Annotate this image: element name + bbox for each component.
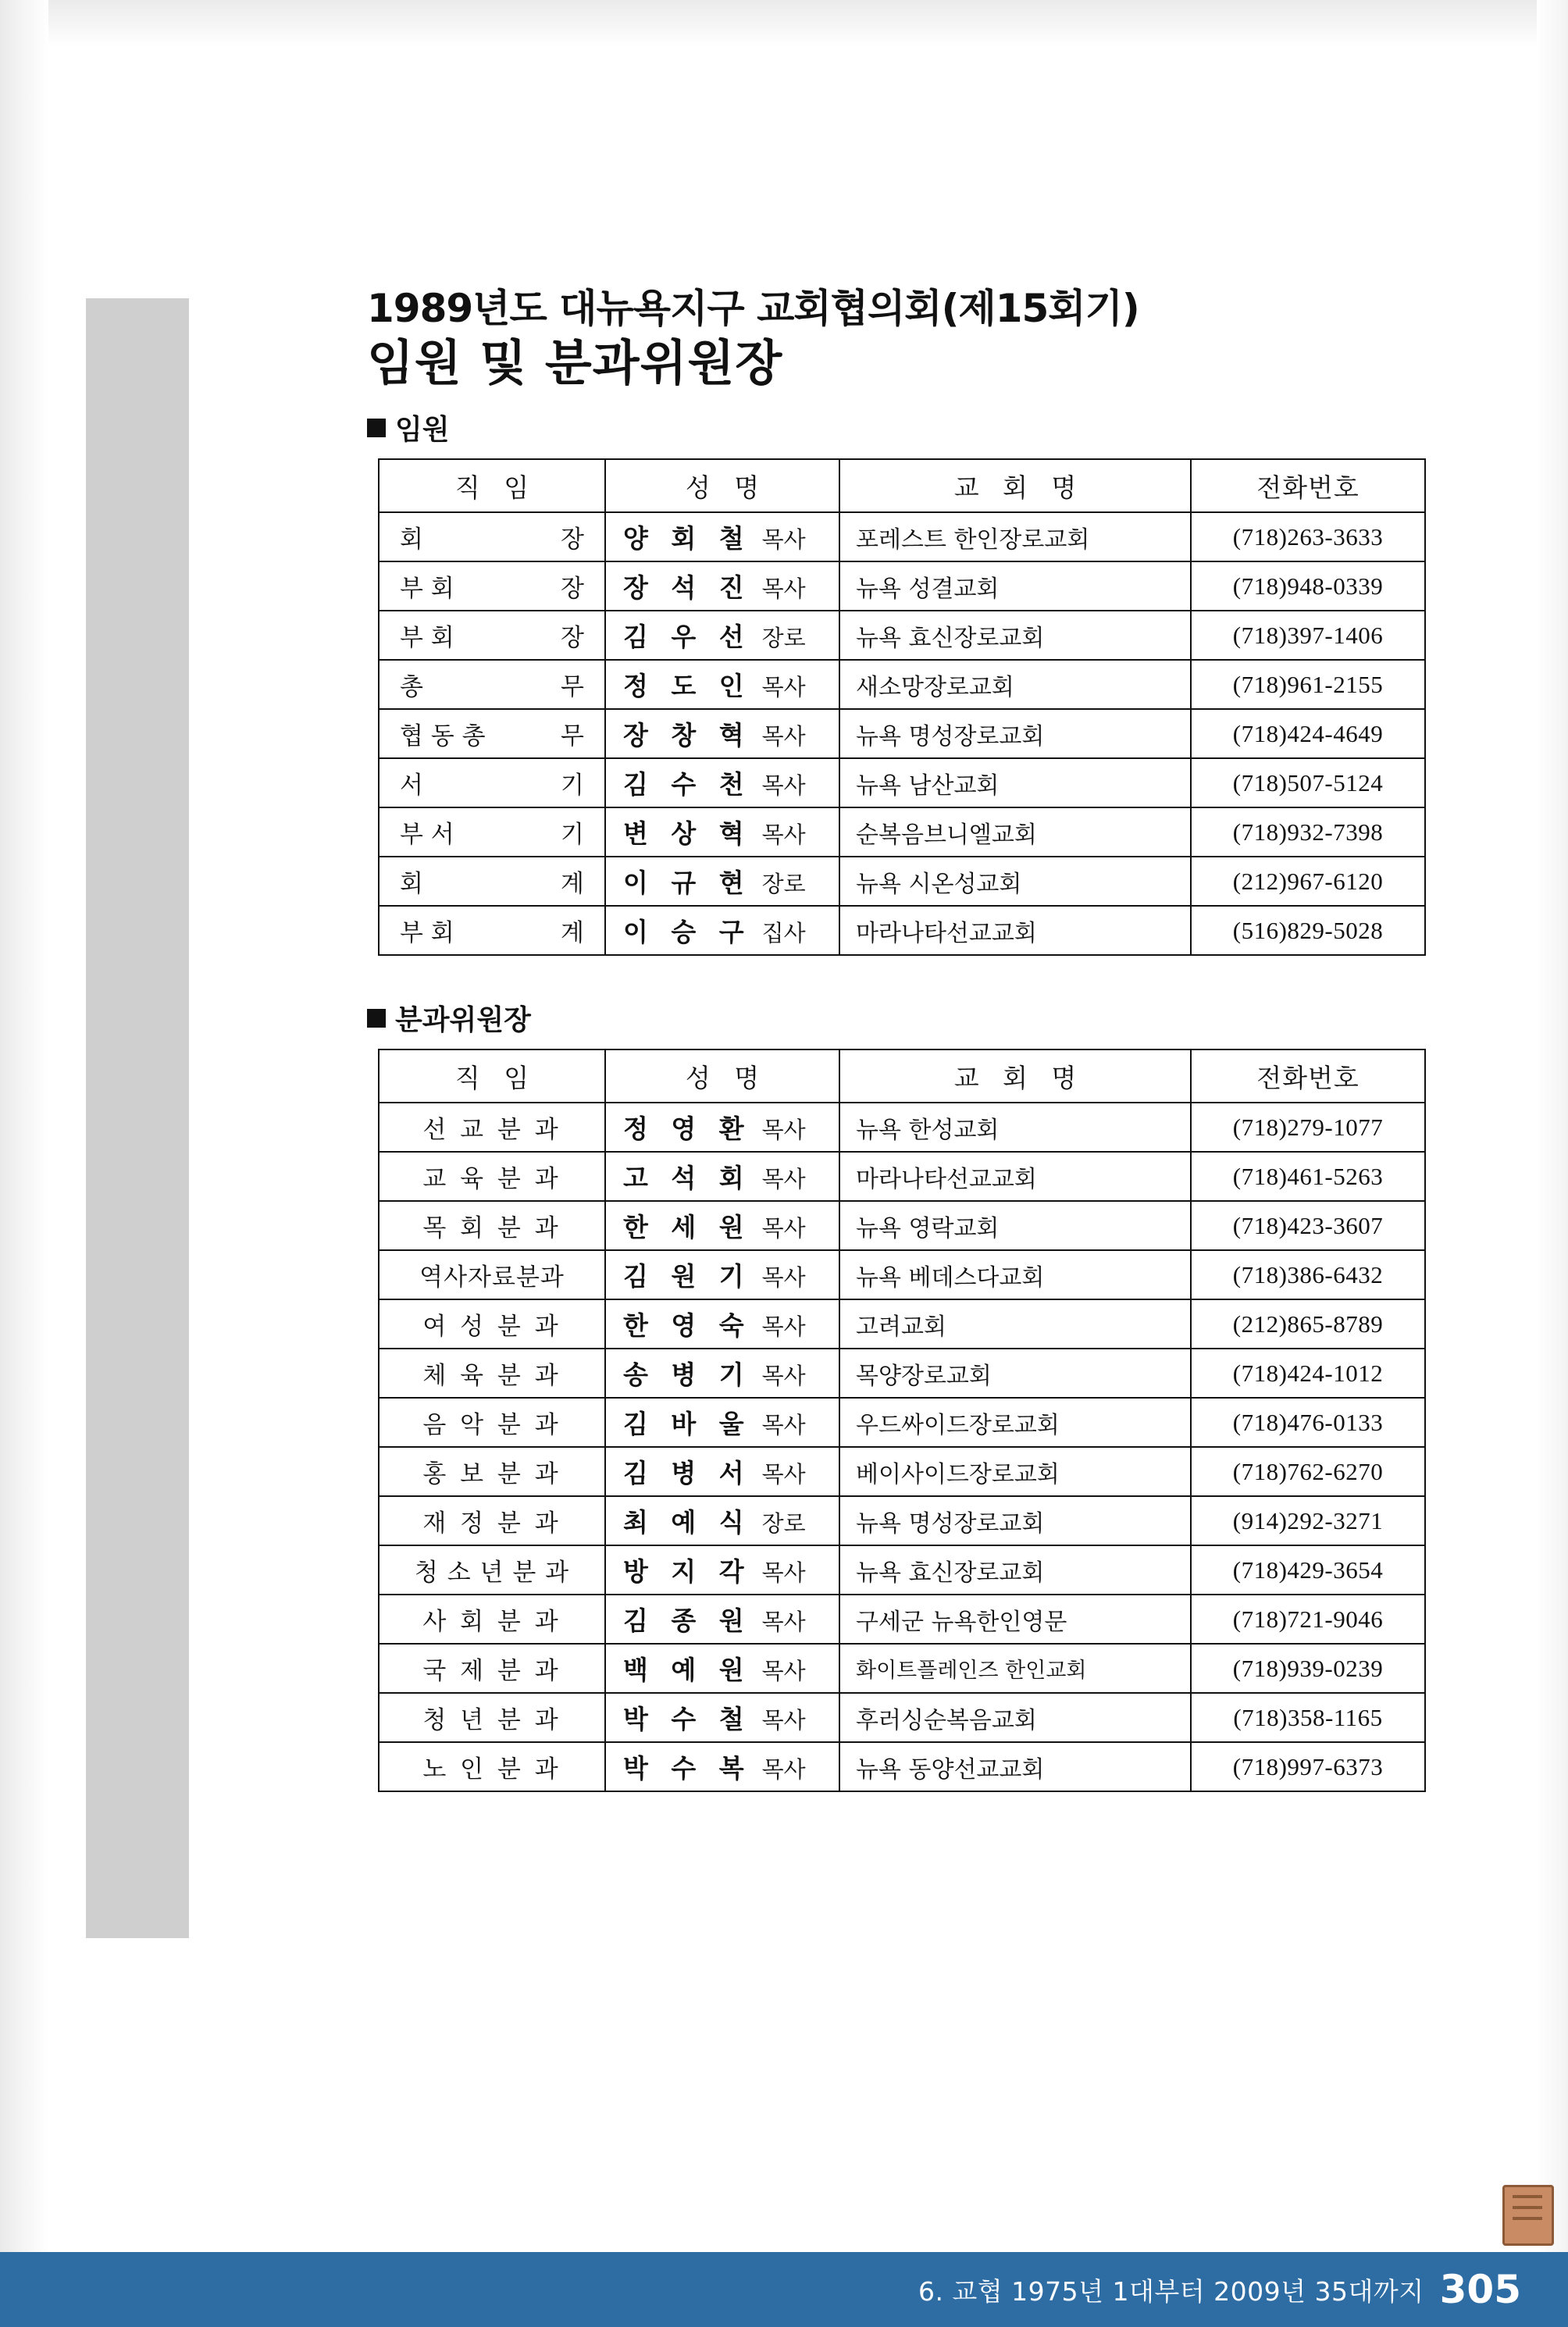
church-name: 우드싸이드장로교회 bbox=[856, 1411, 1060, 1439]
column-header-church: 교 회 명 bbox=[839, 1049, 1191, 1103]
position-right: 계 bbox=[561, 870, 584, 898]
person-title-suffix: 목사 bbox=[761, 674, 806, 700]
person-title-suffix: 목사 bbox=[761, 723, 806, 750]
church-name: 구세군 뉴욕한인영문 bbox=[856, 1608, 1067, 1636]
cell-name bbox=[605, 561, 839, 611]
cell-name bbox=[605, 1152, 839, 1201]
cell-name bbox=[605, 1693, 839, 1742]
cell-position bbox=[379, 1103, 605, 1152]
church-name: 뉴욕 한성교회 bbox=[856, 1116, 1000, 1144]
phone-number: (718)762-6270 bbox=[1232, 1457, 1384, 1485]
church-name: 목양장로교회 bbox=[856, 1362, 992, 1390]
person-title-suffix: 목사 bbox=[761, 1412, 806, 1438]
committee-name: 노 인 분 과 bbox=[422, 1755, 561, 1784]
cell-phone bbox=[1191, 1103, 1425, 1152]
phone-number: (914)292-3271 bbox=[1232, 1506, 1384, 1534]
cell-church bbox=[839, 1152, 1191, 1201]
person-name: 김 수 천 bbox=[623, 769, 751, 800]
position-right: 기 bbox=[561, 772, 584, 800]
church-name: 포레스트 한인장로교회 bbox=[856, 526, 1090, 554]
cell-position bbox=[379, 1152, 605, 1201]
cell-church bbox=[839, 758, 1191, 807]
person-title-suffix: 목사 bbox=[761, 526, 806, 553]
table-header-row bbox=[379, 459, 1425, 512]
person-name: 정 영 환 bbox=[623, 1114, 751, 1144]
person-title-suffix: 장로 bbox=[761, 871, 806, 897]
page-title-line2: 임원 및 분과위원장 bbox=[367, 334, 783, 391]
cell-phone bbox=[1191, 857, 1425, 906]
page-number: 305 bbox=[1439, 2267, 1521, 2312]
phone-number: (718)476-0133 bbox=[1232, 1408, 1384, 1436]
committee-name: 교 육 분 과 bbox=[422, 1165, 561, 1193]
church-name: 뉴욕 동양선교교회 bbox=[856, 1755, 1045, 1784]
person-name: 이 승 구 bbox=[623, 917, 751, 947]
person-title-suffix: 목사 bbox=[761, 576, 806, 602]
cell-church bbox=[839, 1349, 1191, 1398]
committee-name: 사 회 분 과 bbox=[422, 1608, 561, 1636]
table-row bbox=[379, 1201, 1425, 1250]
cell-phone bbox=[1191, 1152, 1425, 1201]
position-right: 무 bbox=[561, 722, 584, 750]
person-name: 변 상 혁 bbox=[623, 818, 751, 849]
cell-church bbox=[839, 1693, 1191, 1742]
phone-number: (718)507-5124 bbox=[1232, 768, 1384, 796]
table-row bbox=[379, 857, 1425, 906]
cell-church bbox=[839, 906, 1191, 955]
church-name: 순복음브니엘교회 bbox=[856, 821, 1037, 849]
cell-position bbox=[379, 1595, 605, 1644]
phone-number: (718)461-5263 bbox=[1232, 1162, 1384, 1190]
cell-church bbox=[839, 512, 1191, 561]
table-row bbox=[379, 1545, 1425, 1595]
position-left: 협 동 총 bbox=[400, 722, 486, 750]
position-left: 부 회 bbox=[400, 624, 454, 652]
position-left: 부 회 bbox=[400, 919, 454, 947]
cell-phone bbox=[1191, 709, 1425, 758]
phone-number: (212)967-6120 bbox=[1232, 867, 1384, 895]
person-name: 김 원 기 bbox=[623, 1261, 751, 1292]
phone-number: (718)263-3633 bbox=[1232, 522, 1384, 551]
cell-church bbox=[839, 1595, 1191, 1644]
officers-table bbox=[378, 458, 1426, 956]
table-row bbox=[379, 906, 1425, 955]
cell-church bbox=[839, 1398, 1191, 1447]
person-title-suffix: 장로 bbox=[761, 625, 806, 651]
cell-phone bbox=[1191, 1398, 1425, 1447]
cell-name bbox=[605, 1742, 839, 1791]
cell-phone bbox=[1191, 1299, 1425, 1349]
page-edge-right bbox=[1537, 0, 1568, 2327]
cell-position bbox=[379, 1349, 605, 1398]
cell-church bbox=[839, 1250, 1191, 1299]
person-title-suffix: 집사 bbox=[761, 920, 806, 946]
column-header-position: 직 임 bbox=[379, 459, 605, 512]
cell-church bbox=[839, 709, 1191, 758]
cell-church bbox=[839, 807, 1191, 857]
phone-number: (718)429-3654 bbox=[1232, 1555, 1384, 1584]
phone-number: (718)424-1012 bbox=[1232, 1359, 1384, 1387]
cell-name bbox=[605, 1349, 839, 1398]
cell-name bbox=[605, 611, 839, 660]
cell-church bbox=[839, 1201, 1191, 1250]
position-right: 계 bbox=[561, 919, 584, 947]
cell-name bbox=[605, 1250, 839, 1299]
column-header-position: 직 임 bbox=[379, 1049, 605, 1103]
person-title-suffix: 목사 bbox=[761, 1117, 806, 1143]
table-row bbox=[379, 561, 1425, 611]
committee-name: 목 회 분 과 bbox=[422, 1214, 561, 1242]
bookmark-tab-icon bbox=[1502, 2185, 1554, 2246]
committee-name: 국 제 분 과 bbox=[422, 1657, 561, 1685]
cell-phone bbox=[1191, 1595, 1425, 1644]
position-right: 장 bbox=[561, 526, 584, 554]
cell-phone bbox=[1191, 1742, 1425, 1791]
cell-phone bbox=[1191, 1545, 1425, 1595]
page-footer bbox=[0, 2252, 1568, 2327]
cell-name bbox=[605, 1201, 839, 1250]
phone-number: (718)397-1406 bbox=[1232, 621, 1384, 649]
church-name: 뉴욕 남산교회 bbox=[856, 772, 1000, 800]
section-heading-officers bbox=[367, 408, 1484, 447]
person-title-suffix: 목사 bbox=[761, 1363, 806, 1389]
position-left: 부 서 bbox=[400, 821, 454, 849]
position-left: 부 회 bbox=[400, 575, 454, 603]
church-name: 뉴욕 성결교회 bbox=[856, 575, 1000, 603]
person-name: 김 바 울 bbox=[623, 1409, 751, 1439]
document-content bbox=[367, 286, 1484, 1792]
cell-position bbox=[379, 1693, 605, 1742]
table-row bbox=[379, 1496, 1425, 1545]
church-name: 뉴욕 영락교회 bbox=[856, 1214, 1000, 1242]
cell-phone bbox=[1191, 1201, 1425, 1250]
cell-position bbox=[379, 807, 605, 857]
cell-name bbox=[605, 1299, 839, 1349]
person-name: 김 종 원 bbox=[623, 1605, 751, 1636]
cell-phone bbox=[1191, 1496, 1425, 1545]
cell-church bbox=[839, 611, 1191, 660]
person-name: 장 창 혁 bbox=[623, 720, 751, 750]
table-row bbox=[379, 1299, 1425, 1349]
cell-position bbox=[379, 709, 605, 758]
section-heading-committee-chairs bbox=[367, 998, 1484, 1038]
cell-name bbox=[605, 807, 839, 857]
cell-church bbox=[839, 561, 1191, 611]
table-row bbox=[379, 807, 1425, 857]
cell-position bbox=[379, 1545, 605, 1595]
church-name: 새소망장로교회 bbox=[856, 673, 1014, 701]
phone-number: (516)829-5028 bbox=[1232, 916, 1384, 944]
position-left: 회 bbox=[400, 526, 423, 554]
position-right: 기 bbox=[561, 821, 584, 849]
cell-church bbox=[839, 1742, 1191, 1791]
phone-number: (718)423-3607 bbox=[1232, 1211, 1384, 1239]
cell-church bbox=[839, 1496, 1191, 1545]
cell-phone bbox=[1191, 611, 1425, 660]
church-name: 뉴욕 효신장로교회 bbox=[856, 624, 1045, 652]
person-name: 송 병 기 bbox=[623, 1359, 751, 1390]
cell-name bbox=[605, 906, 839, 955]
cell-phone bbox=[1191, 1693, 1425, 1742]
table-header-row bbox=[379, 1049, 1425, 1103]
cell-name bbox=[605, 512, 839, 561]
person-name: 박 수 철 bbox=[623, 1704, 751, 1734]
phone-number: (718)932-7398 bbox=[1232, 818, 1384, 846]
person-title-suffix: 목사 bbox=[761, 1264, 806, 1291]
cell-church bbox=[839, 1644, 1191, 1693]
church-name: 뉴욕 명성장로교회 bbox=[856, 722, 1045, 750]
cell-church bbox=[839, 857, 1191, 906]
cell-name bbox=[605, 709, 839, 758]
cell-name bbox=[605, 660, 839, 709]
cell-name bbox=[605, 857, 839, 906]
phone-number: (718)386-6432 bbox=[1232, 1260, 1384, 1288]
cell-name bbox=[605, 1398, 839, 1447]
column-header-phone: 전화번호 bbox=[1191, 1049, 1425, 1103]
position-right: 장 bbox=[561, 575, 584, 603]
committee-name: 청 소 년 분 과 bbox=[414, 1559, 570, 1587]
phone-number: (718)997-6373 bbox=[1232, 1752, 1384, 1780]
decorative-grey-band bbox=[86, 298, 189, 1938]
phone-number: (718)424-4649 bbox=[1232, 719, 1384, 747]
committee-name: 여 성 분 과 bbox=[422, 1313, 561, 1341]
cell-name bbox=[605, 1644, 839, 1693]
person-title-suffix: 목사 bbox=[761, 1559, 806, 1586]
cell-position bbox=[379, 1250, 605, 1299]
church-name: 뉴욕 시온성교회 bbox=[856, 870, 1022, 898]
cell-position bbox=[379, 1496, 605, 1545]
person-title-suffix: 목사 bbox=[761, 772, 806, 799]
cell-position bbox=[379, 561, 605, 611]
church-name: 마라나타선교교회 bbox=[856, 1165, 1037, 1193]
church-name: 뉴욕 베데스다교회 bbox=[856, 1263, 1045, 1292]
committee-name: 홍 보 분 과 bbox=[422, 1460, 561, 1488]
phone-number: (718)279-1077 bbox=[1232, 1113, 1384, 1141]
person-title-suffix: 목사 bbox=[761, 1658, 806, 1684]
person-title-suffix: 목사 bbox=[761, 1707, 806, 1734]
person-title-suffix: 목사 bbox=[761, 821, 806, 848]
committee-name: 청 년 분 과 bbox=[422, 1706, 561, 1734]
footer-chapter-label: 6. 교협 1975년 1대부터 2009년 35대까지 bbox=[918, 2275, 1424, 2307]
cell-phone bbox=[1191, 1349, 1425, 1398]
cell-phone bbox=[1191, 906, 1425, 955]
committee-name: 선 교 분 과 bbox=[422, 1116, 561, 1144]
cell-position bbox=[379, 758, 605, 807]
committee-name: 역사자료분과 bbox=[419, 1263, 565, 1292]
church-name: 고려교회 bbox=[856, 1313, 946, 1341]
column-header-church: 교 회 명 bbox=[839, 459, 1191, 512]
person-title-suffix: 목사 bbox=[761, 1166, 806, 1192]
person-name: 양 회 철 bbox=[623, 523, 751, 554]
table-row bbox=[379, 1693, 1425, 1742]
person-name: 백 예 원 bbox=[623, 1655, 751, 1685]
person-title-suffix: 목사 bbox=[761, 1313, 806, 1340]
committee-name: 음 악 분 과 bbox=[422, 1411, 561, 1439]
cell-phone bbox=[1191, 660, 1425, 709]
cell-position bbox=[379, 611, 605, 660]
cell-position bbox=[379, 906, 605, 955]
person-title-suffix: 목사 bbox=[761, 1215, 806, 1242]
cell-church bbox=[839, 1299, 1191, 1349]
cell-name bbox=[605, 1496, 839, 1545]
cell-phone bbox=[1191, 512, 1425, 561]
church-name: 후러싱순복음교회 bbox=[856, 1706, 1037, 1734]
phone-number: (718)358-1165 bbox=[1233, 1703, 1383, 1731]
cell-phone bbox=[1191, 561, 1425, 611]
page-edge-top bbox=[0, 0, 1568, 47]
cell-church bbox=[839, 1447, 1191, 1496]
phone-number: (718)961-2155 bbox=[1232, 670, 1384, 698]
column-header-phone: 전화번호 bbox=[1191, 459, 1425, 512]
person-name: 한 영 숙 bbox=[623, 1310, 751, 1341]
church-name: 뉴욕 효신장로교회 bbox=[856, 1559, 1045, 1587]
cell-name bbox=[605, 1545, 839, 1595]
table-row bbox=[379, 1349, 1425, 1398]
position-right: 장 bbox=[561, 624, 584, 652]
square-bullet-icon bbox=[367, 419, 386, 437]
cell-name bbox=[605, 758, 839, 807]
person-name: 장 석 진 bbox=[623, 572, 751, 603]
cell-name bbox=[605, 1447, 839, 1496]
table-row bbox=[379, 1595, 1425, 1644]
table-row bbox=[379, 758, 1425, 807]
position-left: 서 bbox=[400, 772, 423, 800]
table-row bbox=[379, 1644, 1425, 1693]
person-title-suffix: 목사 bbox=[761, 1756, 806, 1783]
cell-position bbox=[379, 660, 605, 709]
committee-name: 재 정 분 과 bbox=[422, 1509, 561, 1538]
cell-position bbox=[379, 512, 605, 561]
person-name: 고 석 회 bbox=[623, 1163, 751, 1193]
phone-number: (718)721-9046 bbox=[1232, 1605, 1384, 1633]
cell-position bbox=[379, 857, 605, 906]
position-left: 총 bbox=[400, 673, 423, 701]
column-header-name: 성 명 bbox=[605, 459, 839, 512]
cell-position bbox=[379, 1447, 605, 1496]
section-label-committee-chairs: 분과위원장 bbox=[395, 1004, 531, 1036]
table-row bbox=[379, 611, 1425, 660]
position-left: 회 bbox=[400, 870, 423, 898]
cell-position bbox=[379, 1398, 605, 1447]
person-name: 이 규 현 bbox=[623, 868, 751, 898]
cell-phone bbox=[1191, 807, 1425, 857]
cell-phone bbox=[1191, 1250, 1425, 1299]
person-name: 박 수 복 bbox=[623, 1753, 751, 1784]
committee-name: 체 육 분 과 bbox=[422, 1362, 561, 1390]
square-bullet-icon bbox=[367, 1009, 386, 1028]
cell-church bbox=[839, 660, 1191, 709]
cell-position bbox=[379, 1299, 605, 1349]
section-label-officers: 임원 bbox=[395, 414, 450, 446]
table-row bbox=[379, 1103, 1425, 1152]
table-row bbox=[379, 1250, 1425, 1299]
page-title-line1: 1989년도 대뉴욕지구 교회협의회(제15회기) bbox=[367, 286, 1139, 331]
cell-position bbox=[379, 1644, 605, 1693]
cell-name bbox=[605, 1595, 839, 1644]
cell-name bbox=[605, 1103, 839, 1152]
church-name: 베이사이드장로교회 bbox=[856, 1460, 1060, 1488]
column-header-name: 성 명 bbox=[605, 1049, 839, 1103]
person-name: 방 지 각 bbox=[623, 1556, 751, 1587]
person-name: 김 병 서 bbox=[623, 1458, 751, 1488]
page-edge-left bbox=[0, 0, 48, 2327]
person-title-suffix: 목사 bbox=[761, 1609, 806, 1635]
person-name: 한 세 원 bbox=[623, 1212, 751, 1242]
church-name: 화이트플레인즈 한인교회 bbox=[856, 1659, 1087, 1683]
table-row bbox=[379, 512, 1425, 561]
phone-number: (718)948-0339 bbox=[1232, 572, 1384, 600]
table-row bbox=[379, 1742, 1425, 1791]
person-name: 정 도 인 bbox=[623, 671, 751, 701]
cell-church bbox=[839, 1103, 1191, 1152]
person-name: 김 우 선 bbox=[623, 622, 751, 652]
church-name: 뉴욕 명성장로교회 bbox=[856, 1509, 1045, 1538]
cell-church bbox=[839, 1545, 1191, 1595]
church-name: 마라나타선교교회 bbox=[856, 919, 1037, 947]
position-right: 무 bbox=[561, 673, 584, 701]
cell-position bbox=[379, 1201, 605, 1250]
phone-number: (212)865-8789 bbox=[1232, 1310, 1384, 1338]
person-title-suffix: 목사 bbox=[761, 1461, 806, 1488]
phone-number: (718)939-0239 bbox=[1232, 1654, 1384, 1682]
person-title-suffix: 장로 bbox=[761, 1510, 806, 1537]
table-row bbox=[379, 1447, 1425, 1496]
table-row bbox=[379, 1152, 1425, 1201]
cell-phone bbox=[1191, 758, 1425, 807]
table-row bbox=[379, 660, 1425, 709]
table-row bbox=[379, 709, 1425, 758]
cell-position bbox=[379, 1742, 605, 1791]
cell-phone bbox=[1191, 1644, 1425, 1693]
table-row bbox=[379, 1398, 1425, 1447]
committee-chairs-table bbox=[378, 1049, 1426, 1792]
cell-phone bbox=[1191, 1447, 1425, 1496]
person-name: 최 예 식 bbox=[623, 1507, 751, 1538]
